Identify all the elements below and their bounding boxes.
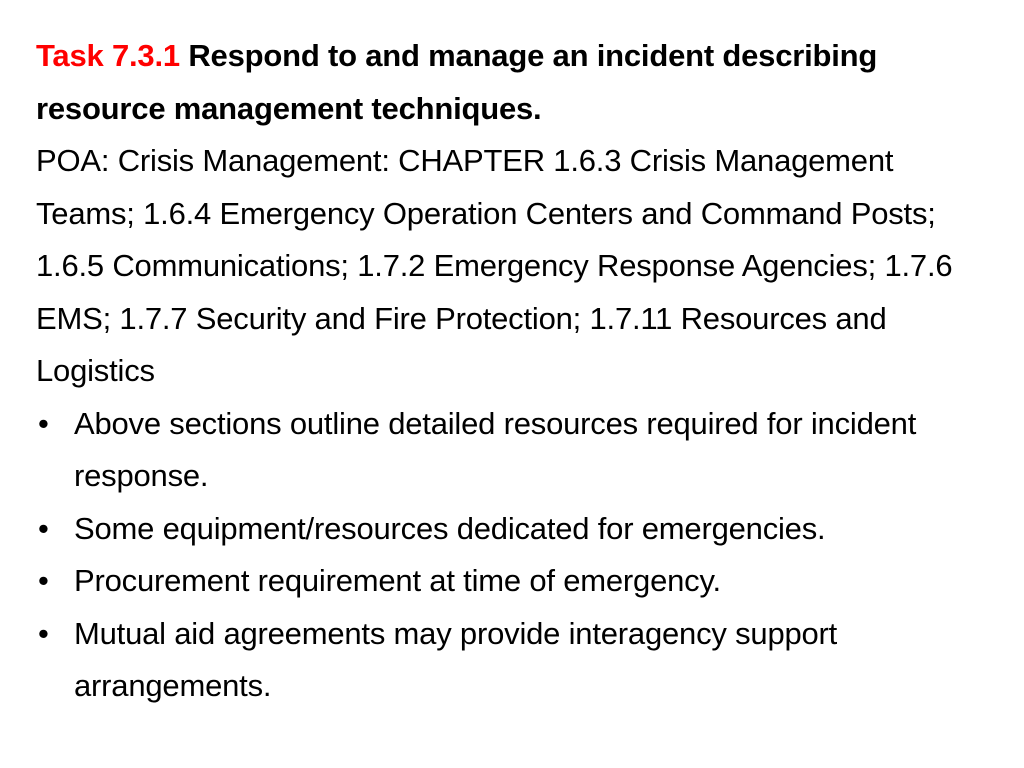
slide-heading [36,30,994,135]
bullet-icon: • [38,563,49,598]
bullet-text: Mutual aid agreements may provide interagency support arrangements. [74,615,838,703]
bullet-icon: • [38,510,49,546]
poa-reference: POA: Crisis Management: CHAPTER 1.6.3 Crisis Management Teams; 1.6.4 Emergency Operation Centers and Command Posts; 1.6.5 Communications; 1.7.2 Emergency Response Agencies; 1.7.6 EMS; 1.7.7 Security and Fire Protection; 1.7.11 Resources and Logistics [36,143,953,388]
task-id: Task 7.3.1 [36,38,180,73]
bullet-item [36,555,994,608]
bullet-item [36,503,994,556]
task-title: Respond to and manage an incident describing resource management techniques. [36,38,878,126]
bullet-text: Procurement requirement at time of emergency. [74,563,721,598]
bullet-list [36,398,994,713]
bullet-item [36,608,994,713]
bullet-icon: • [38,405,49,441]
bullet-item [36,398,994,503]
bullet-text: Some equipment/resources dedicated for emergencies. [74,510,826,546]
bullet-text: Above sections outline detailed resources required for incident response. [74,405,917,493]
bullet-icon: • [38,615,49,651]
slide-content [36,30,994,713]
